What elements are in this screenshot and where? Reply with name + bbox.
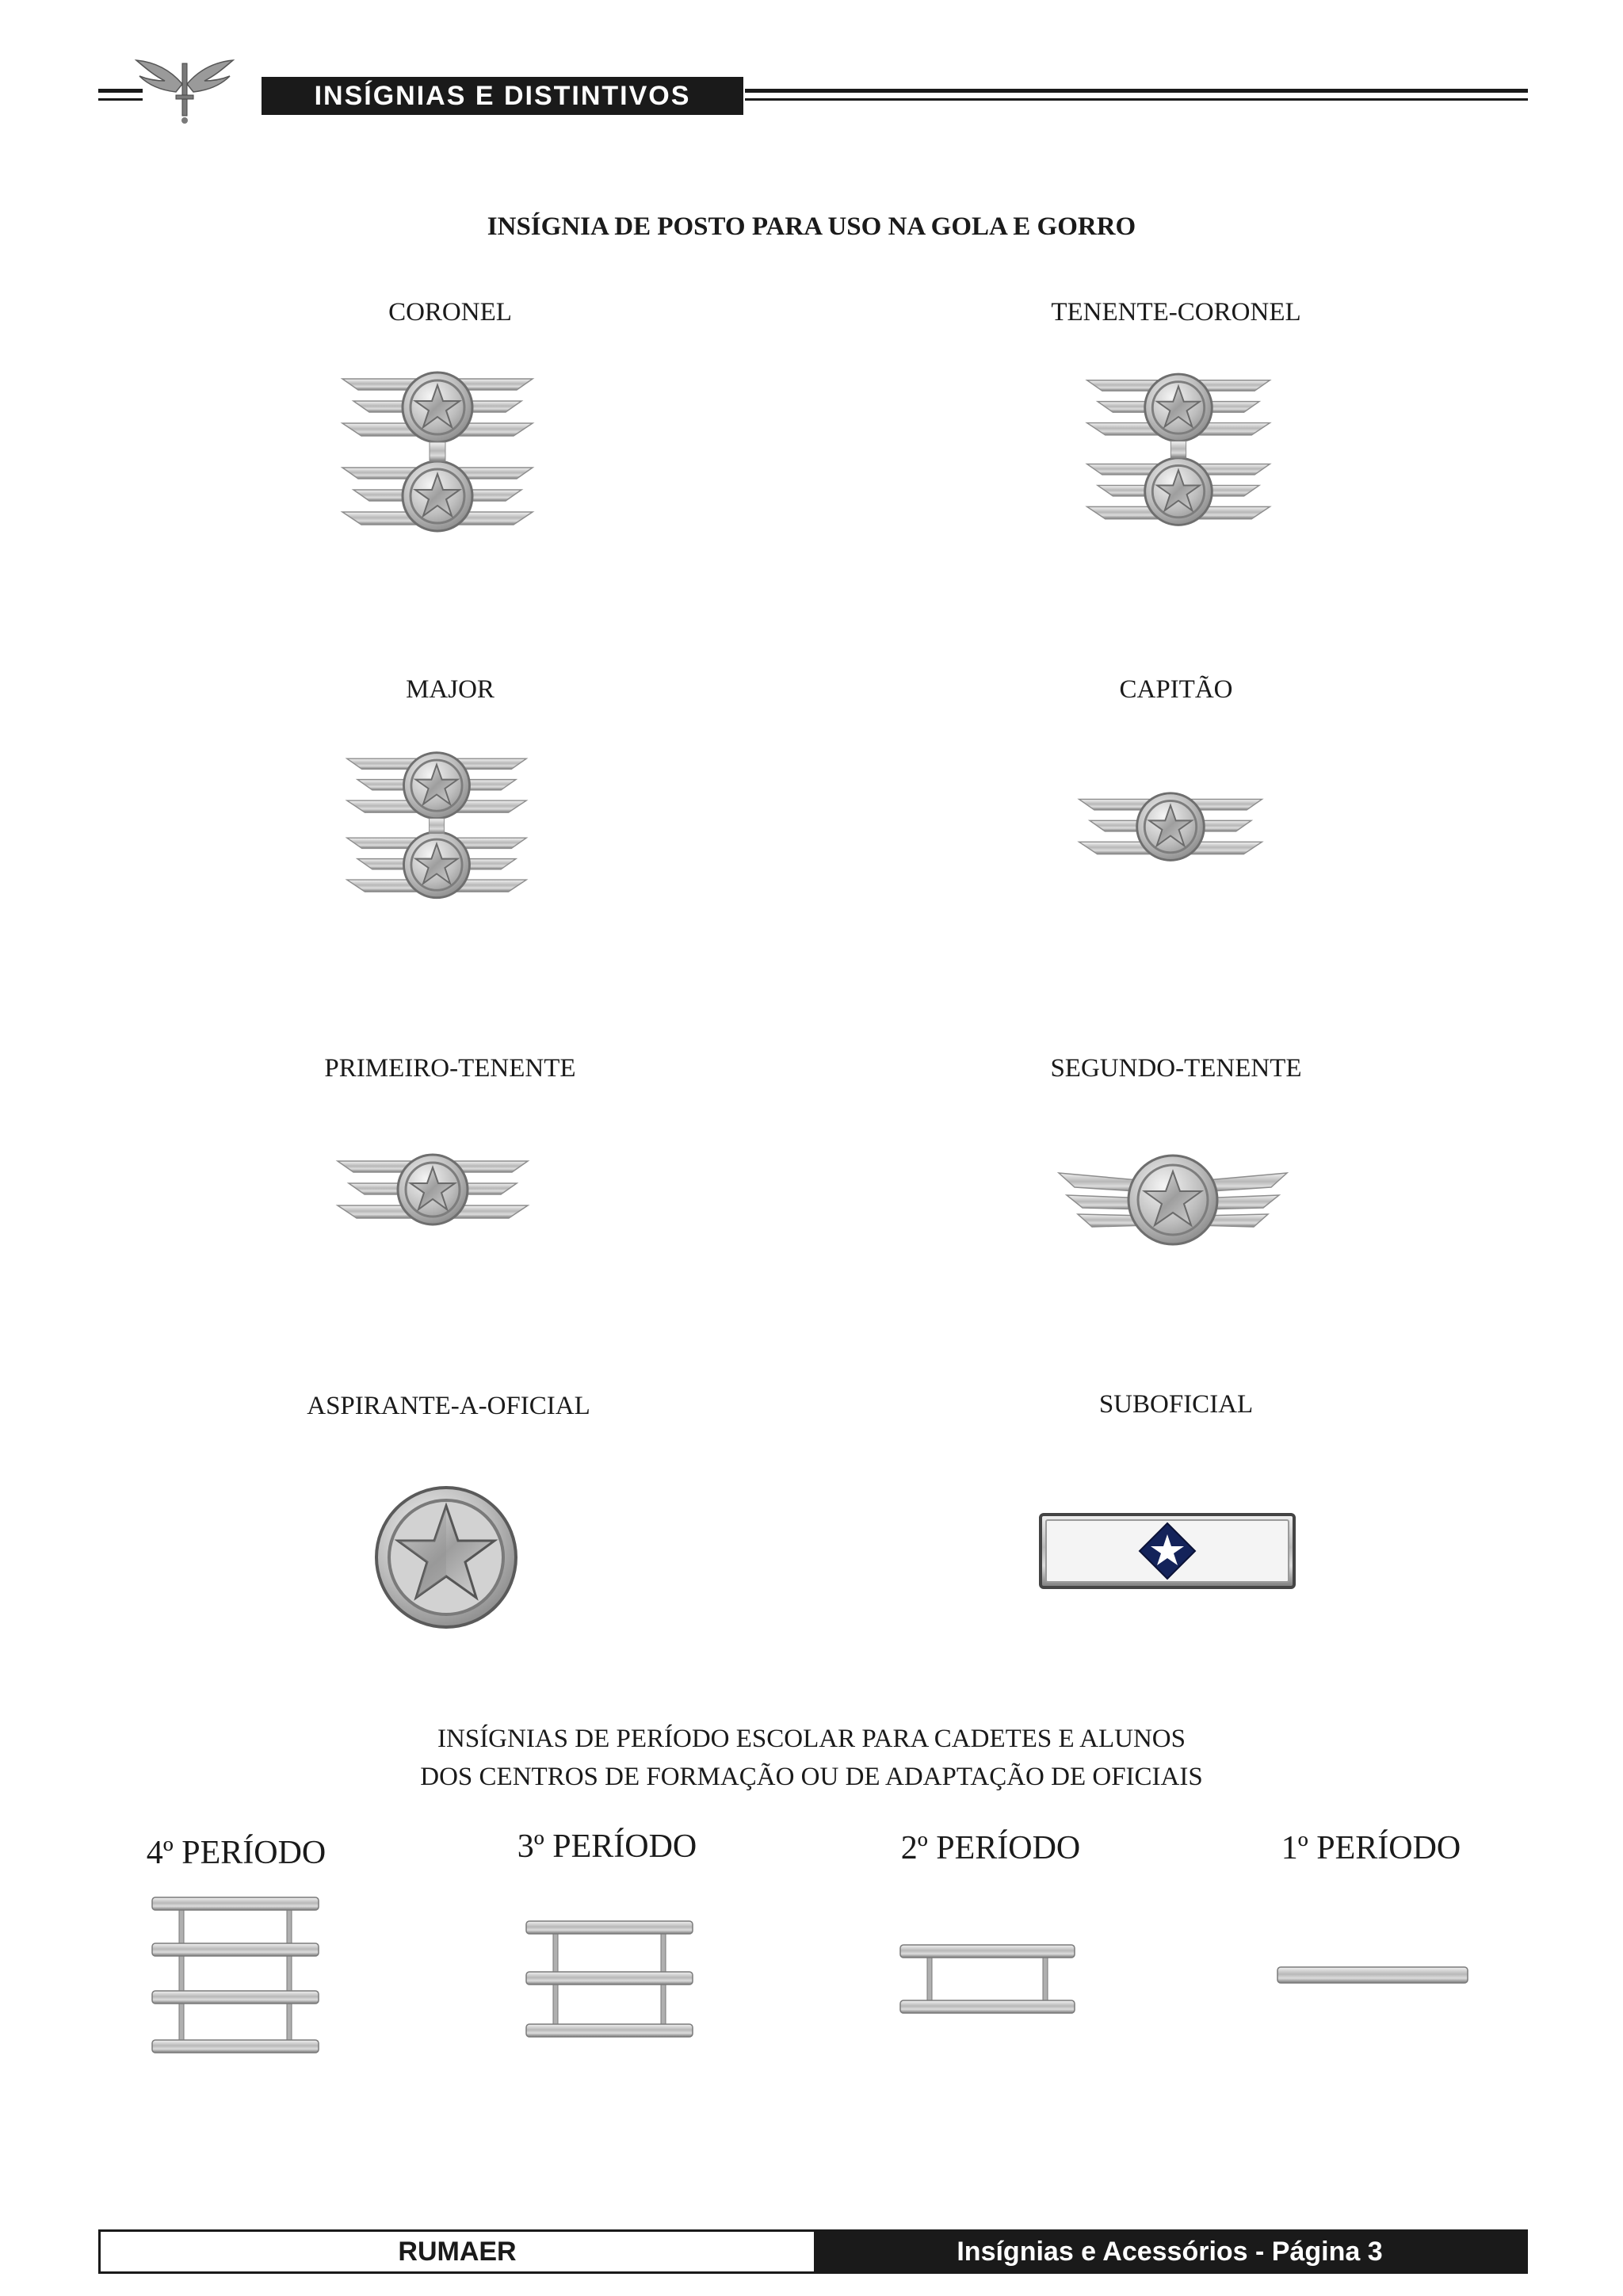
one-bar-period-insignia-icon [1276,1961,1469,1989]
winged-star-insignia-icon [1071,785,1270,872]
four-bar-period-insignia-icon [151,1896,320,2059]
rank-label-capitao: CAPITÃO [1119,675,1233,704]
rank-label-coronel: CORONEL [388,298,512,327]
period-label-3: 3º PERÍODO [517,1828,697,1865]
rank-label-aspirante-a-oficial: ASPIRANTE-A-OFICIAL [307,1392,590,1420]
rank-label-segundo-tenente: SEGUNDO-TENENTE [1050,1054,1302,1083]
rank-label-major: MAJOR [406,675,495,704]
rank-label-tenente-coronel: TENENTE-CORONEL [1051,298,1301,327]
winged-sword-emblem-icon [133,52,236,125]
double-winged-star-insignia-icon [1079,363,1277,545]
double-winged-star-insignia-icon [338,748,536,907]
header-rule-right-thin [745,98,1528,101]
three-bar-period-insignia-icon [525,1920,694,2040]
section-period-title-line2: DOS CENTROS DE FORMAÇÃO OU DE ADAPTAÇÃO DE OFICIAIS [420,1763,1203,1791]
winged-star-insignia-icon [1054,1149,1292,1252]
winged-star-insignia-icon [330,1148,536,1235]
rank-label-suboficial: SUBOFICIAL [1098,1390,1254,1419]
bar-with-diamond-star-insignia-icon [1038,1512,1296,1590]
section-period-title-line1: INSÍGNIAS DE PERÍODO ESCOLAR PARA CADETES E ALUNOS [437,1725,1186,1753]
star-in-circle-insignia-icon [372,1484,520,1631]
footer [98,2229,1528,2274]
section-rank-title: INSÍGNIA DE POSTO PARA USO NA GOLA E GORRO [487,212,1136,241]
header-title: INSÍGNIAS E DISTINTIVOS [262,77,743,115]
footer-left-label: RUMAER [398,2236,517,2267]
header-rule-right [745,89,1528,93]
double-winged-star-insignia-icon [334,363,540,545]
two-bar-period-insignia-icon [899,1943,1076,2016]
rank-label-primeiro-tenente: PRIMEIRO-TENENTE [324,1054,576,1083]
period-label-1: 1º PERÍODO [1281,1830,1461,1866]
footer-page-label: Insígnias e Acessórios - Página 3 [814,2232,1526,2271]
period-label-2: 2º PERÍODO [900,1830,1081,1866]
period-label-4: 4º PERÍODO [146,1835,327,1871]
